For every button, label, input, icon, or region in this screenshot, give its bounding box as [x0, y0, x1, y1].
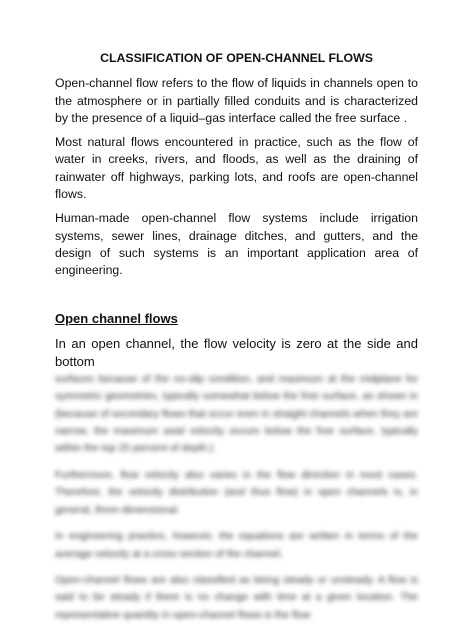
section-intro: In an open channel, the flow velocity is zero at the side and bottom [55, 335, 418, 369]
document-title: CLASSIFICATION OF OPEN-CHANNEL FLOWS [100, 51, 373, 65]
blurred-paragraph: In engineering practice, however, the equations are written in terms of the average velocity at a cross section of the channel. [55, 531, 418, 560]
blurred-paragraph: Open-channel flows are also classified as being steady or unsteady. A flow is said to be steady if there is no change with time at a given location. The representative quantity in open-channel flows is the flow [55, 574, 418, 621]
section-heading: Open channel flows [55, 310, 178, 326]
paragraph-human-made: Human-made open-channel flow systems include irrigation systems, sewer lines, drainage ditches, and gutters, and the design of such systems is an important application area of engineering. [55, 211, 418, 278]
document-content [55, 50, 418, 633]
paragraph-definition: Open-channel flow refers to the flow of liquids in channels open to the atmosphere or in partially filled conduits and is characterized by the presence of a liquid–gas interface called the free surface . [55, 76, 418, 125]
paragraph-natural-flows: Most natural flows encountered in practice, such as the flow of water in creeks, rivers, and floods, as well as the draining of rainwater off highways, parking lots, and roofs are open-channel flows. [55, 135, 418, 202]
blurred-paragraph: Furthermore, flow velocity also varies in the flow direction in most cases. Therefore, the velocity distribution (and thus flow) in open channels is, in general, three-dimensional. [55, 469, 418, 516]
blurred-paragraph: surfaces because of the no-slip condition, and maximum at the midplane for symmetric geometries, typically somewhat below the free surface, as shown in (because of secondary flows that occur even in straight channels when they are narrow, the maximum axial velocity occurs below the free surface, typically within the top 25 percent of depth.) [55, 373, 418, 455]
blurred-text-region [55, 371, 418, 624]
